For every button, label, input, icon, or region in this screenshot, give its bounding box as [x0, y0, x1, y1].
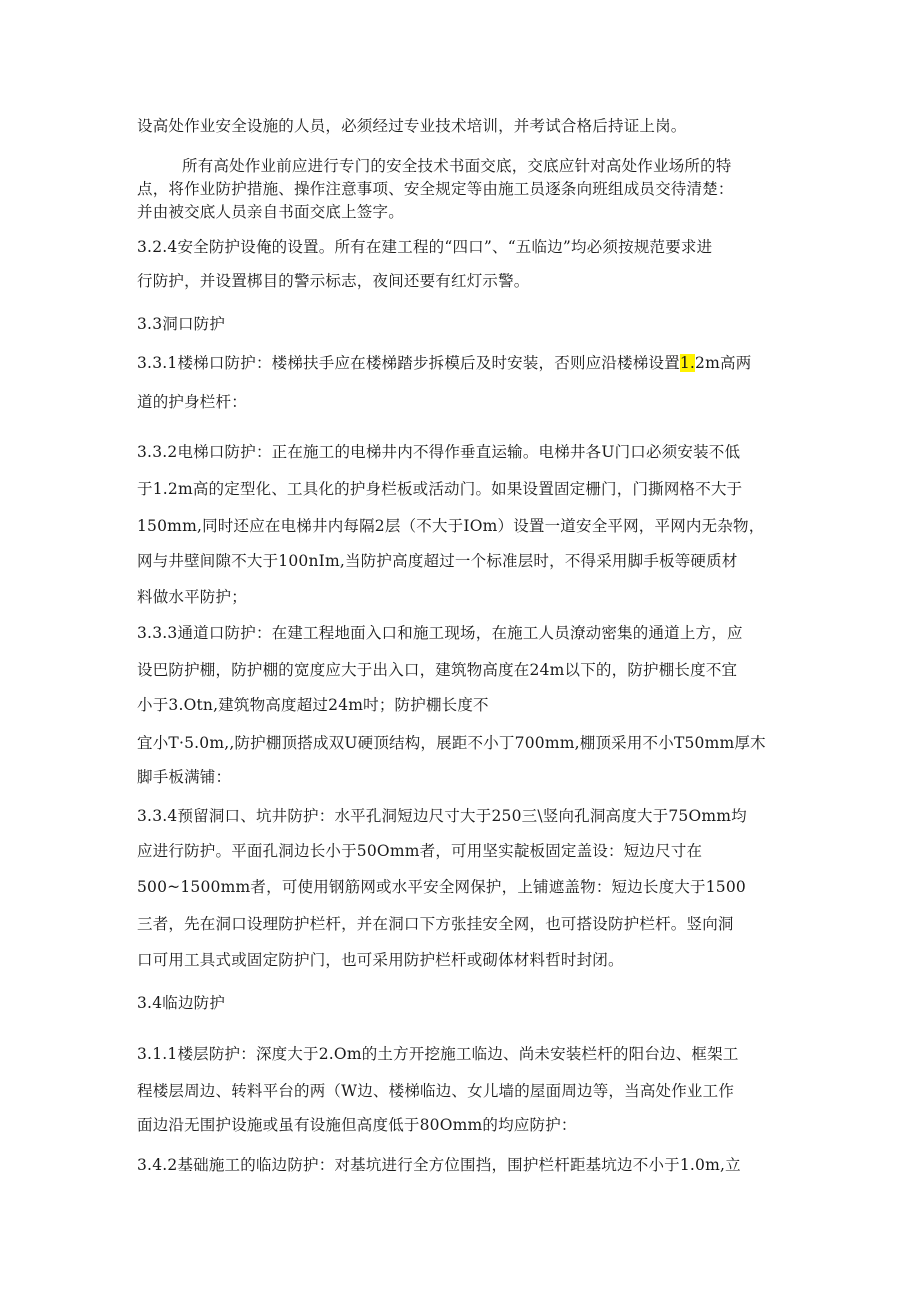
text-line: 500~1500mm者，可使用钢筋网或水平安全网保护，上铺遮盖物：短边长度大于1500: [137, 878, 746, 896]
text-line: 三者，先在洞口设理防护栏杆，并在洞口下方张挂安全网，也可搭设防护栏杆。竖向洞: [137, 915, 734, 933]
text-line: 150mm,同时还应在电梯井内每隔2层（不大于IOm）设置一道安全平网，平网内无杂物，: [137, 517, 765, 535]
text-line: 道的护身栏杆：: [137, 393, 247, 411]
text-line: 3.3.3通道口防护：在建工程地面入口和施工现场，在施工人员潦动密集的通道上方，应: [137, 624, 743, 642]
text-segment: 3.3.1楼梯口防护：楼梯扶手应在楼梯踏步拆模后及时安装，否则应沿楼梯设置: [137, 354, 680, 372]
text-line: 所有高处作业前应进行专门的安全技术书面交底，交底应针对高处作业场所的特: [182, 157, 732, 175]
text-line: 小于3.Otn,建筑物高度超过24m吋；防护棚长度不: [137, 696, 489, 714]
section-heading: 3.3洞口防护: [137, 315, 226, 333]
text-line: 并由被交底人员亲自书面交底上签字。: [137, 203, 404, 221]
text-segment: 2m高两: [695, 354, 752, 372]
text-line: 口可用工具式或固定防护门，也可采用防护栏杆或砌体材料哲时封闭。: [137, 951, 624, 969]
text-line: 程楼层周边、转料平台的两（W边、楼梯临边、女儿墙的屋面周边等，当高处作业工作: [137, 1082, 735, 1100]
text-line: 脚手板满铺：: [137, 768, 232, 786]
text-line: 3.2.4安全防护设俺的设置。所有在建工程的“四口”、“五临边”均必须按规范要求进: [137, 238, 713, 256]
text-line: 宜小T·5.0m,,防护棚顶搭成双U硬顶结构，展距不小丁700mm,棚顶采用不小T50mm厚木: [137, 734, 766, 752]
text-line: [137, 352, 797, 374]
text-line: 3.3.4预留洞口、坑井防护：水平孔洞短边尺寸大于250三\竖向孔洞高度大于75Omm均: [137, 807, 747, 825]
text-line: 3.1.1楼层防护：深度大于2.Om的土方开挖施工临边、尚未安装栏杆的阳台边、框架工: [137, 1045, 739, 1063]
section-heading: 3.4临边防护: [137, 994, 226, 1012]
highlighted-text: 1.: [679, 354, 696, 372]
text-line: 点，将作业防护措施、操作注意事项、安全规定等由施工员逐条向班组成员交待清楚：: [137, 180, 734, 198]
text-line: 面边沿无围护设施或虽有设施但高度低于80Omm的均应防护：: [137, 1116, 577, 1134]
text-line: 料做水平防护；: [137, 588, 247, 606]
text-line: 设高处作业安全设施的人员，必须经过专业技术培训，并考试合格后持证上岗。: [137, 117, 687, 135]
text-line: 于1.2m高的定型化、工具化的护身栏板或活动门。如果设置固定栅门，门撕网格不大于: [137, 480, 743, 498]
text-line: 3.3.2电梯口防护：正在施工的电梯井内不得作垂直运输。电梯井各U门口必须安装不低: [137, 443, 741, 461]
text-line: 设巴防护棚，防护棚的宽度应大于出入口，建筑物高度在24m以下的，防护棚长度不宜: [137, 661, 738, 679]
text-line: 应进行防护。平面孔洞边长小于50Omm者，可用坚实靛板固定盖设：短边尺寸在: [137, 842, 703, 860]
text-line: 3.4.2基础施工的临边防护：对基坑进行全方位围挡，围护栏杆距基坑边不小于1.0m,立: [137, 1156, 741, 1174]
text-line: 网与井壁间隙不大于100nIm,当防护高度超过一个标准层时，不得采用脚手板等硬质材: [137, 552, 738, 570]
text-line: 行防护，并设置梆目的警示标志，夜间还要有红灯示警。: [137, 272, 530, 290]
